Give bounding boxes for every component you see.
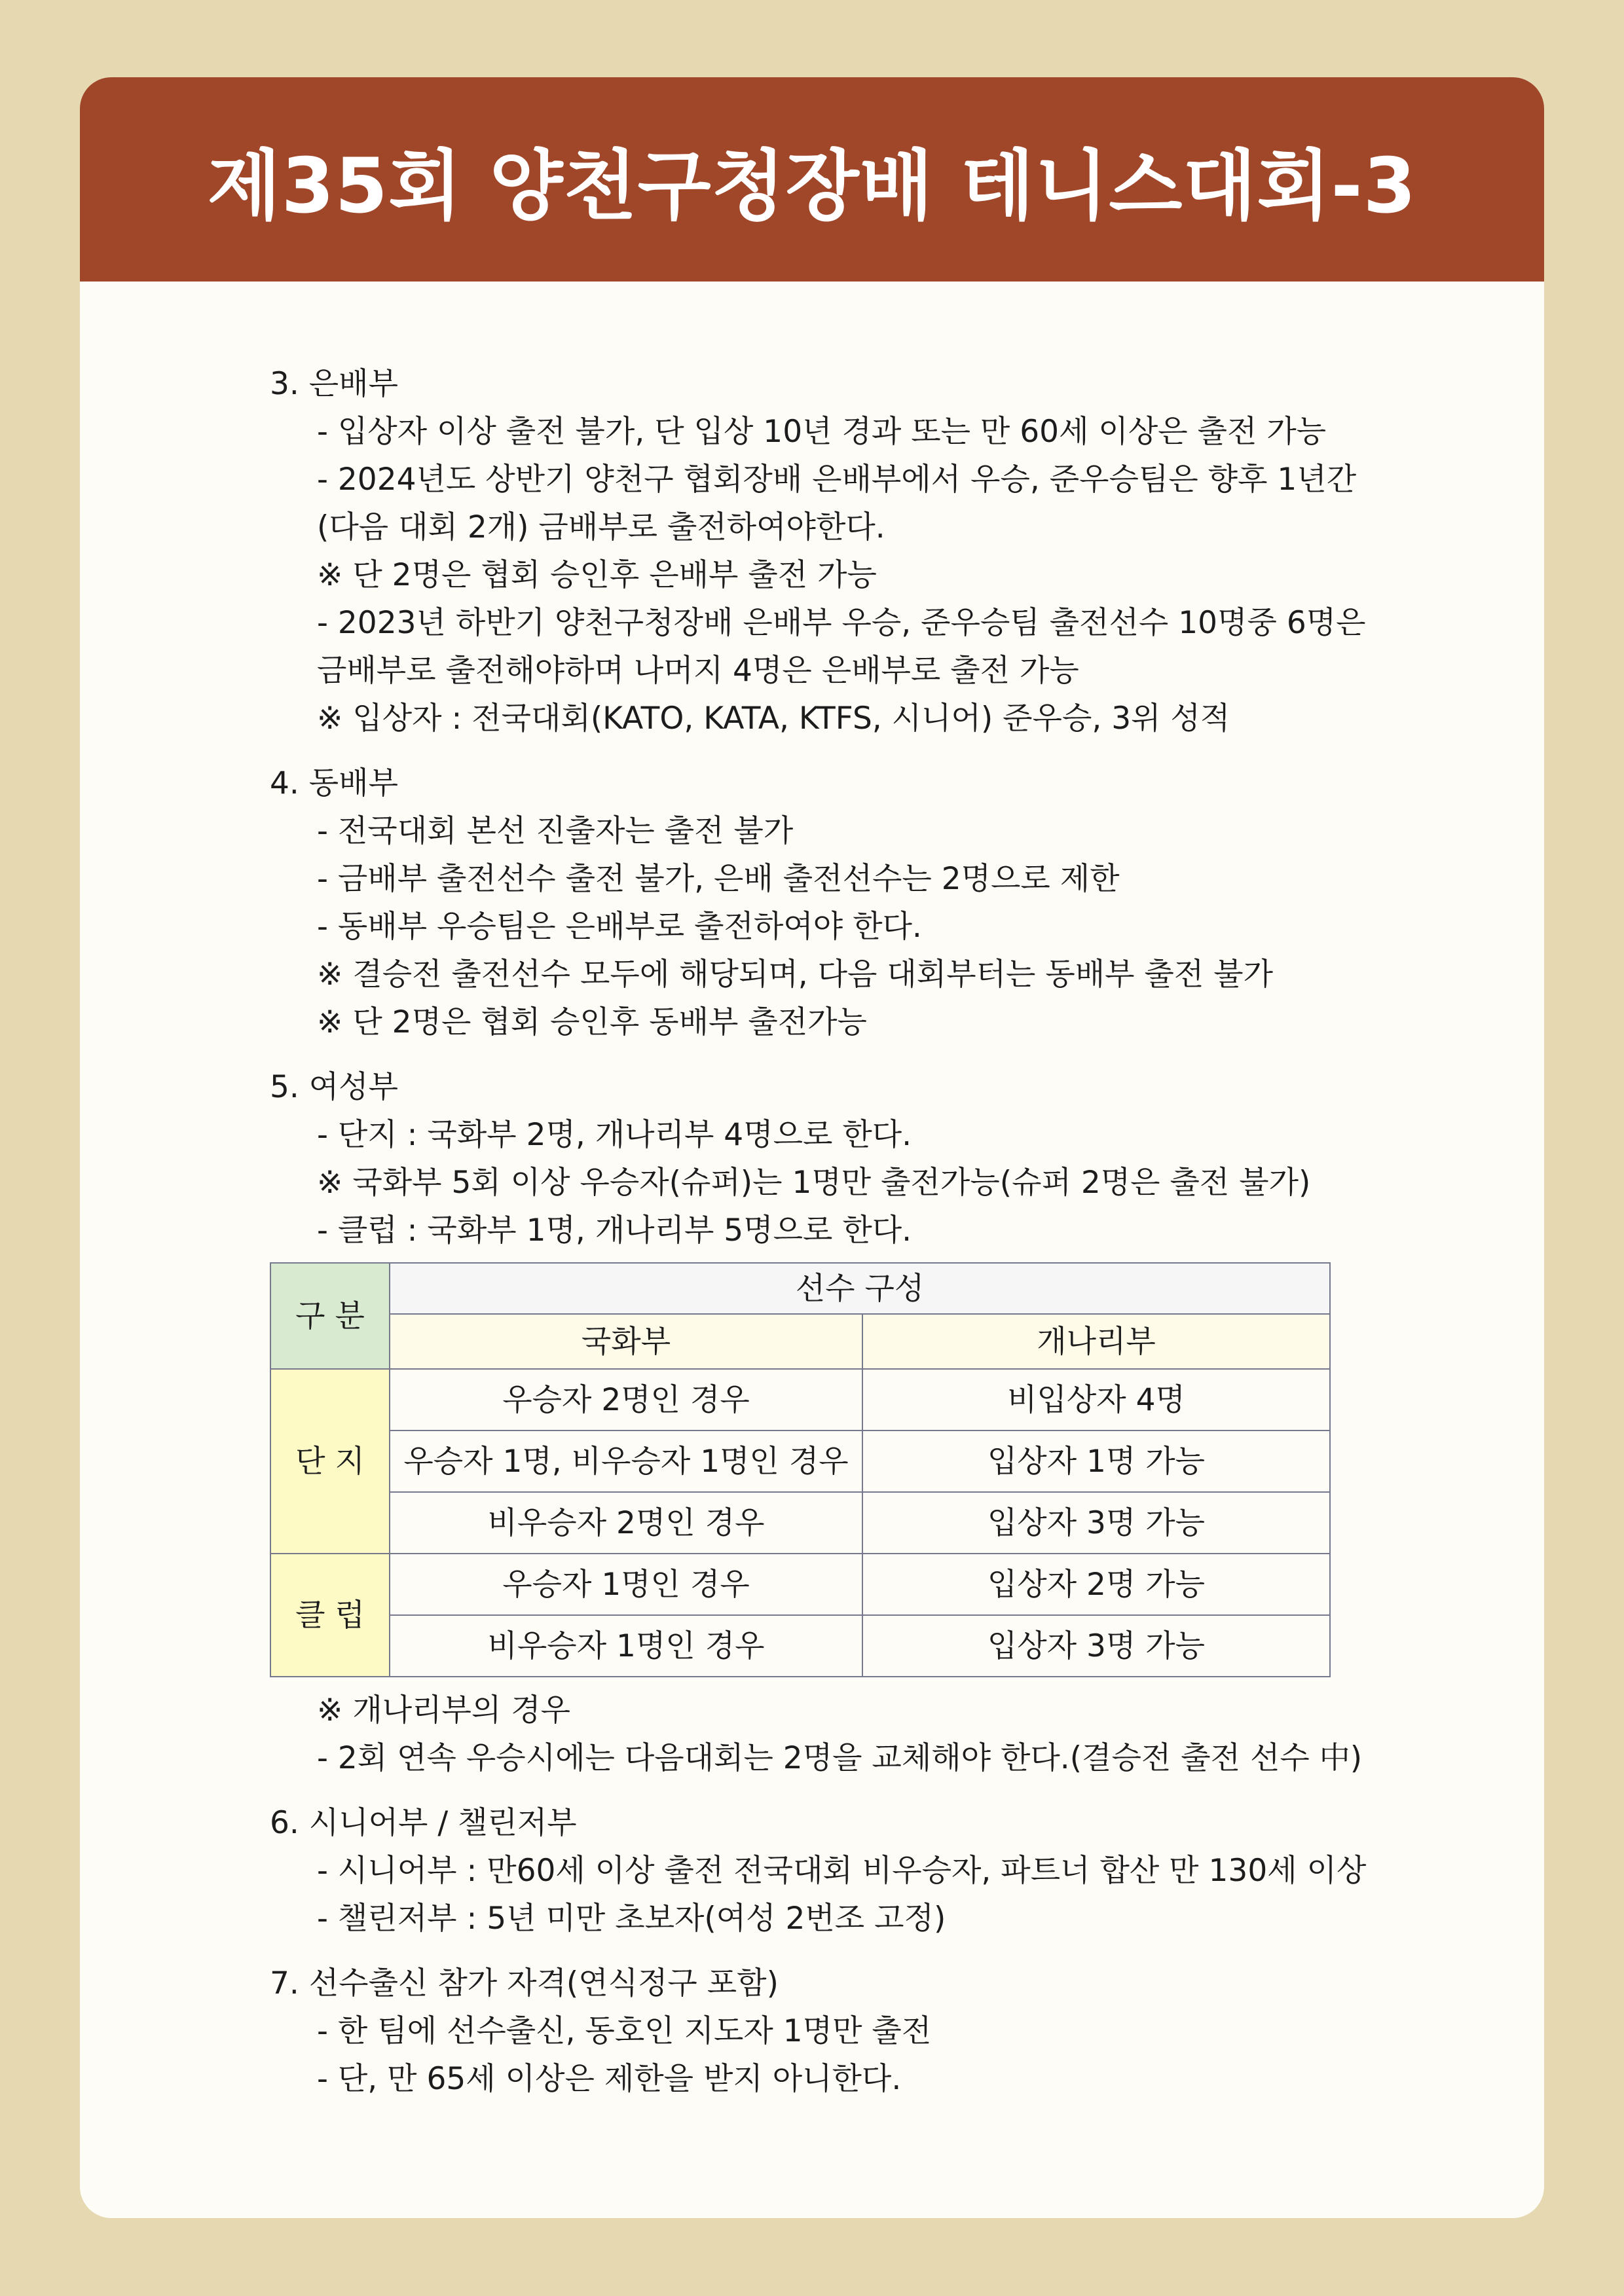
- gubun-header: 구 분: [270, 1263, 390, 1369]
- notice-card: [80, 77, 1544, 2218]
- section-title: 7. 선수출신 참가 자격(연식정구 포함): [270, 1965, 779, 2001]
- rule-line: - 입상자 이상 출전 불가, 단 입상 10년 경과 또는 만 60세 이상은 출전 가능: [317, 414, 1327, 450]
- table-row: [270, 1492, 1330, 1554]
- table-cell: 입상자 3명 가능: [862, 1492, 1330, 1554]
- table-cell: 입상자 3명 가능: [862, 1615, 1330, 1677]
- table-cell: 입상자 2명 가능: [862, 1554, 1330, 1615]
- table-cell: 우승자 2명인 경우: [390, 1369, 862, 1430]
- rule-line: - 한 팀에 선수출신, 동호인 지도자 1명만 출전: [317, 2013, 932, 2049]
- title-banner: [80, 77, 1544, 282]
- rule-line: - 챌린저부 : 5년 미만 초보자(여성 2번조 고정): [317, 1901, 946, 1937]
- section-women: [270, 1063, 1488, 1782]
- club-category: 클 럽: [270, 1554, 390, 1677]
- section-title: 6. 시니어부 / 챌린저부: [270, 1805, 577, 1841]
- rule-line: - 클럽 : 국화부 1명, 개나리부 5명으로 한다.: [317, 1212, 912, 1248]
- composition-header: 선수 구성: [390, 1263, 1330, 1314]
- gukhwa-header: 국화부: [390, 1314, 862, 1369]
- rule-line: ※ 개나리부의 경우: [317, 1692, 571, 1728]
- table-row: [270, 1369, 1330, 1430]
- table-cell: 우승자 1명, 비우승자 1명인 경우: [390, 1430, 862, 1492]
- table-subheader-row: [270, 1314, 1330, 1369]
- rule-line: - 2회 연속 우승시에는 다음대회는 2명을 교체해야 한다.(결승전 출전 선수 中): [317, 1740, 1363, 1776]
- section-title: 3. 은배부: [270, 366, 398, 402]
- rule-line: ※ 단 2명은 협회 승인후 동배부 출전가능: [317, 1004, 867, 1040]
- rule-line: - 동배부 우승팀은 은배부로 출전하여야 한다.: [317, 909, 922, 945]
- table-row: [270, 1430, 1330, 1492]
- section-bronze: [270, 759, 1488, 1046]
- page-title: 제35회 양천구청장배 테니스대회-3: [207, 141, 1417, 230]
- rule-line: 금배부로 출전해야하며 나머지 4명은 은배부로 출전 가능: [317, 653, 1079, 689]
- table-cell: 비우승자 2명인 경우: [390, 1492, 862, 1554]
- table-cell: 입상자 1명 가능: [862, 1430, 1330, 1492]
- section-title: 4. 동배부: [270, 765, 398, 801]
- section-silver: [270, 360, 1488, 742]
- rule-line: - 전국대회 본선 진출자는 출전 불가: [317, 813, 794, 849]
- rules-content: [270, 360, 1488, 2120]
- table-cell: 비입상자 4명: [862, 1369, 1330, 1430]
- table-header-row: [270, 1263, 1330, 1314]
- rule-line: ※ 국화부 5회 이상 우승자(슈퍼)는 1명만 출전가능(슈퍼 2명은 출전 불가): [317, 1165, 1311, 1201]
- table-cell: 비우승자 1명인 경우: [390, 1615, 862, 1677]
- section-title: 5. 여성부: [270, 1069, 398, 1105]
- rule-line: - 금배부 출전선수 출전 불가, 은배 출전선수는 2명으로 제한: [317, 861, 1120, 897]
- rule-line: - 2023년 하반기 양천구청장배 은배부 우승, 준우승팀 출전선수 10명중 6명은: [317, 605, 1366, 641]
- rule-line: - 시니어부 : 만60세 이상 출전 전국대회 비우승자, 파트너 합산 만 130세 이상: [317, 1853, 1367, 1889]
- rule-line: - 단지 : 국화부 2명, 개나리부 4명으로 한다.: [317, 1117, 912, 1153]
- rule-line: - 2024년도 상반기 양천구 협회장배 은배부에서 우승, 준우승팀은 향후 1년간: [317, 462, 1357, 498]
- player-composition-table: [270, 1262, 1331, 1677]
- rule-line: ※ 단 2명은 협회 승인후 은배부 출전 가능: [317, 557, 877, 593]
- table-row: [270, 1554, 1330, 1615]
- table-cell: 우승자 1명인 경우: [390, 1554, 862, 1615]
- section-senior-challenger: [270, 1799, 1488, 1942]
- table-row: [270, 1615, 1330, 1677]
- section-former-athletes: [270, 1959, 1488, 2103]
- danji-category: 단 지: [270, 1369, 390, 1554]
- gaenari-header: 개나리부: [862, 1314, 1330, 1369]
- rule-line: (다음 대회 2개) 금배부로 출전하여야한다.: [317, 509, 885, 545]
- rule-line: ※ 입상자 : 전국대회(KATO, KATA, KTFS, 시니어) 준우승, 3위 성적: [317, 701, 1230, 737]
- rule-line: ※ 결승전 출전선수 모두에 해당되며, 다음 대회부터는 동배부 출전 불가: [317, 957, 1274, 993]
- rule-line: - 단, 만 65세 이상은 제한을 받지 아니한다.: [317, 2061, 902, 2097]
